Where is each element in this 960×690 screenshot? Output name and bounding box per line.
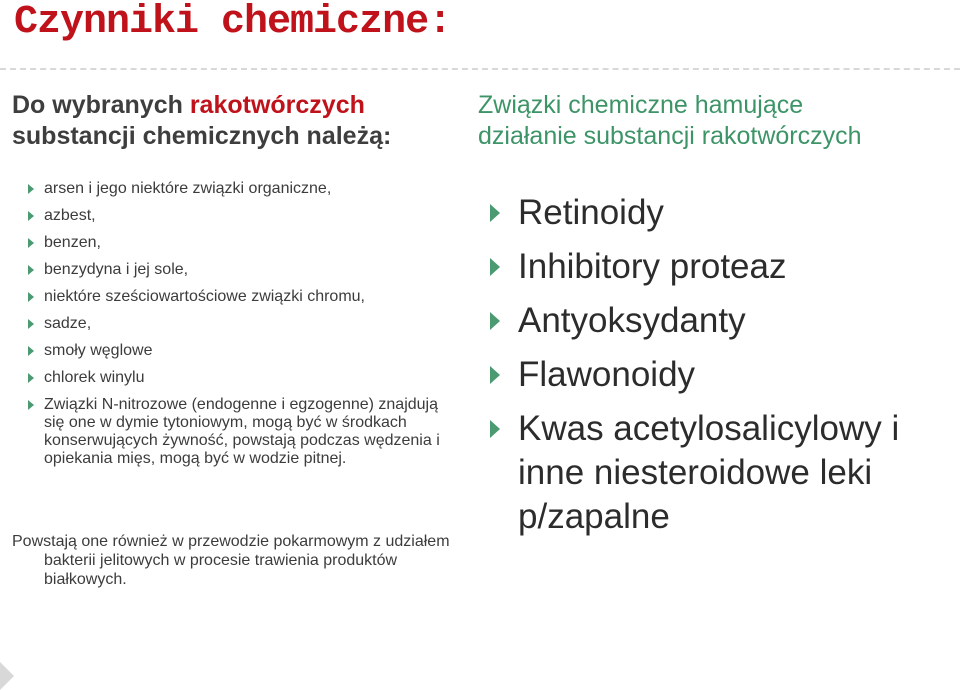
list-item-text: Retinoidy <box>518 193 664 232</box>
left-heading-part2: substancji chemicznych należą: <box>12 122 392 150</box>
divider <box>0 68 960 70</box>
triangle-bullet-icon <box>490 366 500 384</box>
list-item <box>28 369 448 387</box>
triangle-bullet-icon <box>490 204 500 222</box>
left-heading-highlight: rakotwórczych <box>189 91 365 119</box>
list-item-text: Kwas acetylosalicylowy i inne niesteroidowe leki p/zapalne <box>518 409 900 536</box>
list-item <box>28 288 448 306</box>
list-item-text: chlorek winylu <box>44 369 145 386</box>
list-item-text: Antyoksydanty <box>518 301 746 340</box>
list-item <box>490 299 955 343</box>
list-item <box>490 191 955 235</box>
list-item <box>490 353 955 397</box>
right-heading <box>478 90 960 152</box>
list-item-text: smoły węglowe <box>44 342 153 359</box>
carcinogen-list <box>28 180 448 477</box>
triangle-bullet-icon <box>28 373 34 383</box>
triangle-bullet-icon <box>28 265 34 275</box>
list-item <box>28 234 448 252</box>
inhibitor-list <box>490 191 955 549</box>
list-item <box>28 180 448 198</box>
slide-corner-triangle-icon <box>0 662 14 690</box>
triangle-bullet-icon <box>28 211 34 221</box>
list-item-text: benzydyna i jej sole, <box>44 261 189 278</box>
list-item-text: azbest, <box>44 207 96 224</box>
triangle-bullet-icon <box>28 319 34 329</box>
triangle-bullet-icon <box>28 346 34 356</box>
list-item-text: Flawonoidy <box>518 355 696 394</box>
list-item <box>28 342 448 360</box>
page-title: Czynniki chemiczne: <box>14 0 452 45</box>
triangle-bullet-icon <box>490 312 500 330</box>
list-item-text: Inhibitory proteaz <box>518 247 787 286</box>
triangle-bullet-icon <box>28 292 34 302</box>
list-item-text: niektóre sześciowartościowe związki chromu, <box>44 288 365 305</box>
list-item-text: Związki N-nitrozowe (endogenne i egzogenne) znajdują się one w dymie tytoniowym, mogą być w środkach konserwujących żywność, powstają podczas wędzenia i opiekania mięs, mogą być w wodzie pitnej. <box>44 396 440 467</box>
right-heading-line2: działanie substancji rakotwórczych <box>478 122 862 150</box>
right-heading-line1: Związki chemiczne hamujące <box>478 91 804 119</box>
left-heading-part1: Do wybranych <box>12 91 190 119</box>
triangle-bullet-icon <box>490 258 500 276</box>
list-item <box>490 245 955 289</box>
list-item <box>28 207 448 225</box>
list-item-text: sadze, <box>44 315 92 332</box>
list-item <box>28 396 448 468</box>
list-item-text: benzen, <box>44 234 101 251</box>
list-item <box>28 261 448 279</box>
triangle-bullet-icon <box>490 420 500 438</box>
triangle-bullet-icon <box>28 400 34 410</box>
intestinal-note: Powstają one również w przewodzie pokarmowym z udziałem bakterii jelitowych w procesie trawienia produktów białkowych. <box>12 533 450 588</box>
list-item <box>490 407 955 539</box>
triangle-bullet-icon <box>28 238 34 248</box>
left-heading <box>12 90 462 152</box>
list-item-text: arsen i jego niektóre związki organiczne, <box>44 180 332 197</box>
list-item <box>28 315 448 333</box>
triangle-bullet-icon <box>28 184 34 194</box>
